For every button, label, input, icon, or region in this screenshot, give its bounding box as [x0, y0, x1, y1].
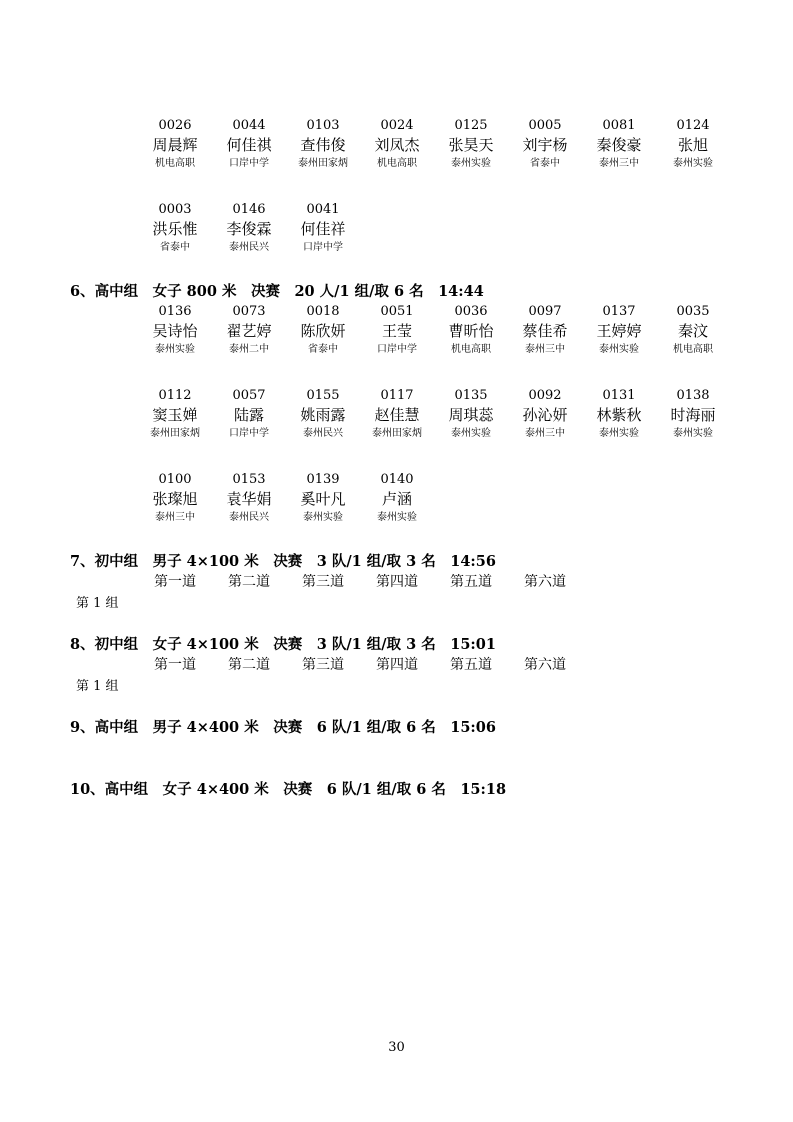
- athlete-number: 0036: [454, 304, 488, 319]
- athlete-entry: [212, 303, 286, 357]
- athlete-entry: [656, 303, 730, 357]
- athlete-number: 0003: [158, 202, 192, 217]
- athlete-entry: [360, 471, 434, 525]
- athlete-name: 秦汶: [677, 322, 708, 340]
- athlete-number: 0026: [158, 118, 192, 133]
- athlete-name: 窦玉婵: [152, 406, 198, 424]
- athlete-school: 泰州田家炳: [372, 428, 422, 439]
- athlete-school: 口岸中学: [377, 344, 417, 355]
- athlete-number: 0124: [676, 118, 710, 133]
- lane-label: 第二道: [228, 574, 270, 590]
- athlete-entry: [656, 117, 730, 171]
- athlete-school: 泰州实验: [599, 428, 639, 439]
- athlete-entry: [360, 117, 434, 171]
- athlete-name: 林紫秋: [596, 406, 642, 424]
- athlete-school: 泰州实验: [673, 428, 713, 439]
- athlete-grid-event6: [138, 303, 738, 555]
- athlete-number: 0103: [306, 118, 340, 133]
- event-9-title: 9、高中组 男子 4×400 米 决赛 6 队/1 组/取 6 名 15:06: [70, 719, 496, 736]
- athlete-name: 陆露: [233, 406, 264, 424]
- lane-label: 第六道: [524, 574, 566, 590]
- lane-label: 第五道: [450, 574, 492, 590]
- athlete-entry: [508, 387, 582, 441]
- athlete-number: 0139: [306, 472, 340, 487]
- athlete-entry: [286, 201, 360, 255]
- athlete-number: 0057: [232, 388, 266, 403]
- athlete-name: 周琪蕊: [448, 406, 494, 424]
- athlete-school: 泰州三中: [155, 512, 195, 523]
- athlete-entry: [656, 387, 730, 441]
- athlete-number: 0005: [528, 118, 562, 133]
- lane-label: 第五道: [450, 657, 492, 673]
- athlete-name: 张璨旭: [152, 490, 198, 508]
- athlete-number: 0153: [232, 472, 266, 487]
- athlete-row: [138, 471, 738, 555]
- athlete-name: 卢涵: [381, 490, 412, 508]
- athlete-entry: [138, 303, 212, 357]
- athlete-entry: [138, 387, 212, 441]
- athlete-number: 0131: [602, 388, 636, 403]
- athlete-entry: [138, 201, 212, 255]
- athlete-name: 刘凤杰: [374, 136, 420, 154]
- athlete-number: 0125: [454, 118, 488, 133]
- athlete-entry: [212, 471, 286, 525]
- athlete-school: 泰州实验: [451, 428, 491, 439]
- athlete-entry: [508, 303, 582, 357]
- athlete-number: 0044: [232, 118, 266, 133]
- athlete-entry: [286, 303, 360, 357]
- athlete-school: 泰州民兴: [303, 428, 343, 439]
- athlete-school: 泰州田家炳: [150, 428, 200, 439]
- athlete-number: 0117: [380, 388, 414, 403]
- athlete-entry: [286, 117, 360, 171]
- athlete-entry: [582, 387, 656, 441]
- athlete-school: 泰州实验: [377, 512, 417, 523]
- athlete-name: 孙沁妍: [522, 406, 568, 424]
- athlete-entry: [212, 117, 286, 171]
- athlete-number: 0136: [158, 304, 192, 319]
- event-7-group-label: 第 1 组: [76, 596, 119, 611]
- lane-label: 第一道: [154, 574, 196, 590]
- event-10-title: 10、高中组 女子 4×400 米 决赛 6 队/1 组/取 6 名 15:18: [70, 781, 507, 798]
- athlete-name: 时海丽: [670, 406, 716, 424]
- athlete-school: 泰州实验: [451, 158, 491, 169]
- athlete-school: 泰州田家炳: [298, 158, 348, 169]
- athlete-school: 泰州三中: [525, 428, 565, 439]
- athlete-entry: [360, 387, 434, 441]
- athlete-school: 机电高职: [451, 344, 491, 355]
- athlete-name: 蔡佳希: [522, 322, 568, 340]
- athlete-entry: [434, 387, 508, 441]
- athlete-name: 周晨辉: [152, 136, 198, 154]
- athlete-name: 姚雨露: [300, 406, 346, 424]
- athlete-school: 机电高职: [673, 344, 713, 355]
- athlete-entry: [434, 303, 508, 357]
- athlete-number: 0155: [306, 388, 340, 403]
- athlete-school: 口岸中学: [303, 242, 343, 253]
- lane-label: 第四道: [376, 574, 418, 590]
- athlete-entry: [212, 201, 286, 255]
- athlete-row: [138, 117, 738, 201]
- athlete-entry: [138, 471, 212, 525]
- athlete-entry: [360, 303, 434, 357]
- athlete-name: 张旭: [677, 136, 708, 154]
- athlete-school: 泰州民兴: [229, 242, 269, 253]
- athlete-number: 0140: [380, 472, 414, 487]
- athlete-school: 口岸中学: [229, 158, 269, 169]
- athlete-school: 泰州三中: [599, 158, 639, 169]
- athlete-number: 0112: [158, 388, 192, 403]
- athlete-entry: [286, 471, 360, 525]
- athlete-entry: [508, 117, 582, 171]
- athlete-school: 泰州实验: [673, 158, 713, 169]
- lane-label: 第三道: [302, 574, 344, 590]
- lane-label: 第三道: [302, 657, 344, 673]
- athlete-school: 泰州二中: [229, 344, 269, 355]
- event-8-title: 8、初中组 女子 4×100 米 决赛 3 队/1 组/取 3 名 15:01: [70, 636, 496, 653]
- event-6-title: 6、高中组 女子 800 米 决赛 20 人/1 组/取 6 名 14:44: [70, 283, 484, 300]
- athlete-school: 省泰中: [530, 158, 560, 169]
- athlete-name: 奚叶凡: [300, 490, 346, 508]
- athlete-school: 口岸中学: [229, 428, 269, 439]
- athlete-entry: [212, 387, 286, 441]
- athlete-number: 0100: [158, 472, 192, 487]
- athlete-number: 0137: [602, 304, 636, 319]
- athlete-entry: [582, 303, 656, 357]
- athlete-entry: [138, 117, 212, 171]
- athlete-name: 李俊霖: [226, 220, 272, 238]
- athlete-entry: [582, 117, 656, 171]
- athlete-row: [138, 387, 738, 471]
- athlete-entry: [434, 117, 508, 171]
- event-8-lanes: [138, 656, 598, 674]
- athlete-school: 省泰中: [308, 344, 338, 355]
- athlete-number: 0051: [380, 304, 414, 319]
- lane-label: 第四道: [376, 657, 418, 673]
- event-7-title: 7、初中组 男子 4×100 米 决赛 3 队/1 组/取 3 名 14:56: [70, 553, 496, 570]
- athlete-name: 袁华娟: [226, 490, 272, 508]
- athlete-grid-section5: [138, 117, 738, 285]
- athlete-number: 0041: [306, 202, 340, 217]
- athlete-number: 0092: [528, 388, 562, 403]
- event-7-lanes: [138, 573, 598, 591]
- athlete-number: 0138: [676, 388, 710, 403]
- athlete-number: 0135: [454, 388, 488, 403]
- athlete-name: 秦俊豪: [596, 136, 642, 154]
- athlete-name: 陈欣妍: [300, 322, 346, 340]
- athlete-name: 张昊天: [448, 136, 494, 154]
- athlete-name: 翟艺婷: [226, 322, 272, 340]
- athlete-number: 0018: [306, 304, 340, 319]
- athlete-name: 何佳祺: [226, 136, 272, 154]
- lane-label: 第一道: [154, 657, 196, 673]
- athlete-name: 洪乐惟: [152, 220, 198, 238]
- athlete-number: 0081: [602, 118, 636, 133]
- athlete-name: 吴诗怡: [152, 322, 198, 340]
- athlete-school: 省泰中: [160, 242, 190, 253]
- athlete-name: 刘宇杨: [522, 136, 568, 154]
- athlete-number: 0035: [676, 304, 710, 319]
- athlete-name: 赵佳慧: [374, 406, 420, 424]
- event-8-group-label: 第 1 组: [76, 679, 119, 694]
- athlete-school: 泰州实验: [303, 512, 343, 523]
- athlete-name: 查伟俊: [300, 136, 346, 154]
- athlete-row: [138, 201, 738, 285]
- athlete-name: 王婷婷: [596, 322, 642, 340]
- lane-label: 第六道: [524, 657, 566, 673]
- athlete-number: 0073: [232, 304, 266, 319]
- athlete-school: 泰州实验: [155, 344, 195, 355]
- athlete-school: 机电高职: [377, 158, 417, 169]
- athlete-entry: [286, 387, 360, 441]
- page-number: 30: [388, 1040, 405, 1055]
- athlete-name: 王莹: [381, 322, 412, 340]
- athlete-school: 机电高职: [155, 158, 195, 169]
- athlete-name: 曹昕怡: [448, 322, 494, 340]
- athlete-school: 泰州民兴: [229, 512, 269, 523]
- athlete-number: 0024: [380, 118, 414, 133]
- athlete-number: 0146: [232, 202, 266, 217]
- athlete-row: [138, 303, 738, 387]
- athlete-name: 何佳祥: [300, 220, 346, 238]
- athlete-school: 泰州三中: [525, 344, 565, 355]
- athlete-number: 0097: [528, 304, 562, 319]
- athlete-school: 泰州实验: [599, 344, 639, 355]
- lane-label: 第二道: [228, 657, 270, 673]
